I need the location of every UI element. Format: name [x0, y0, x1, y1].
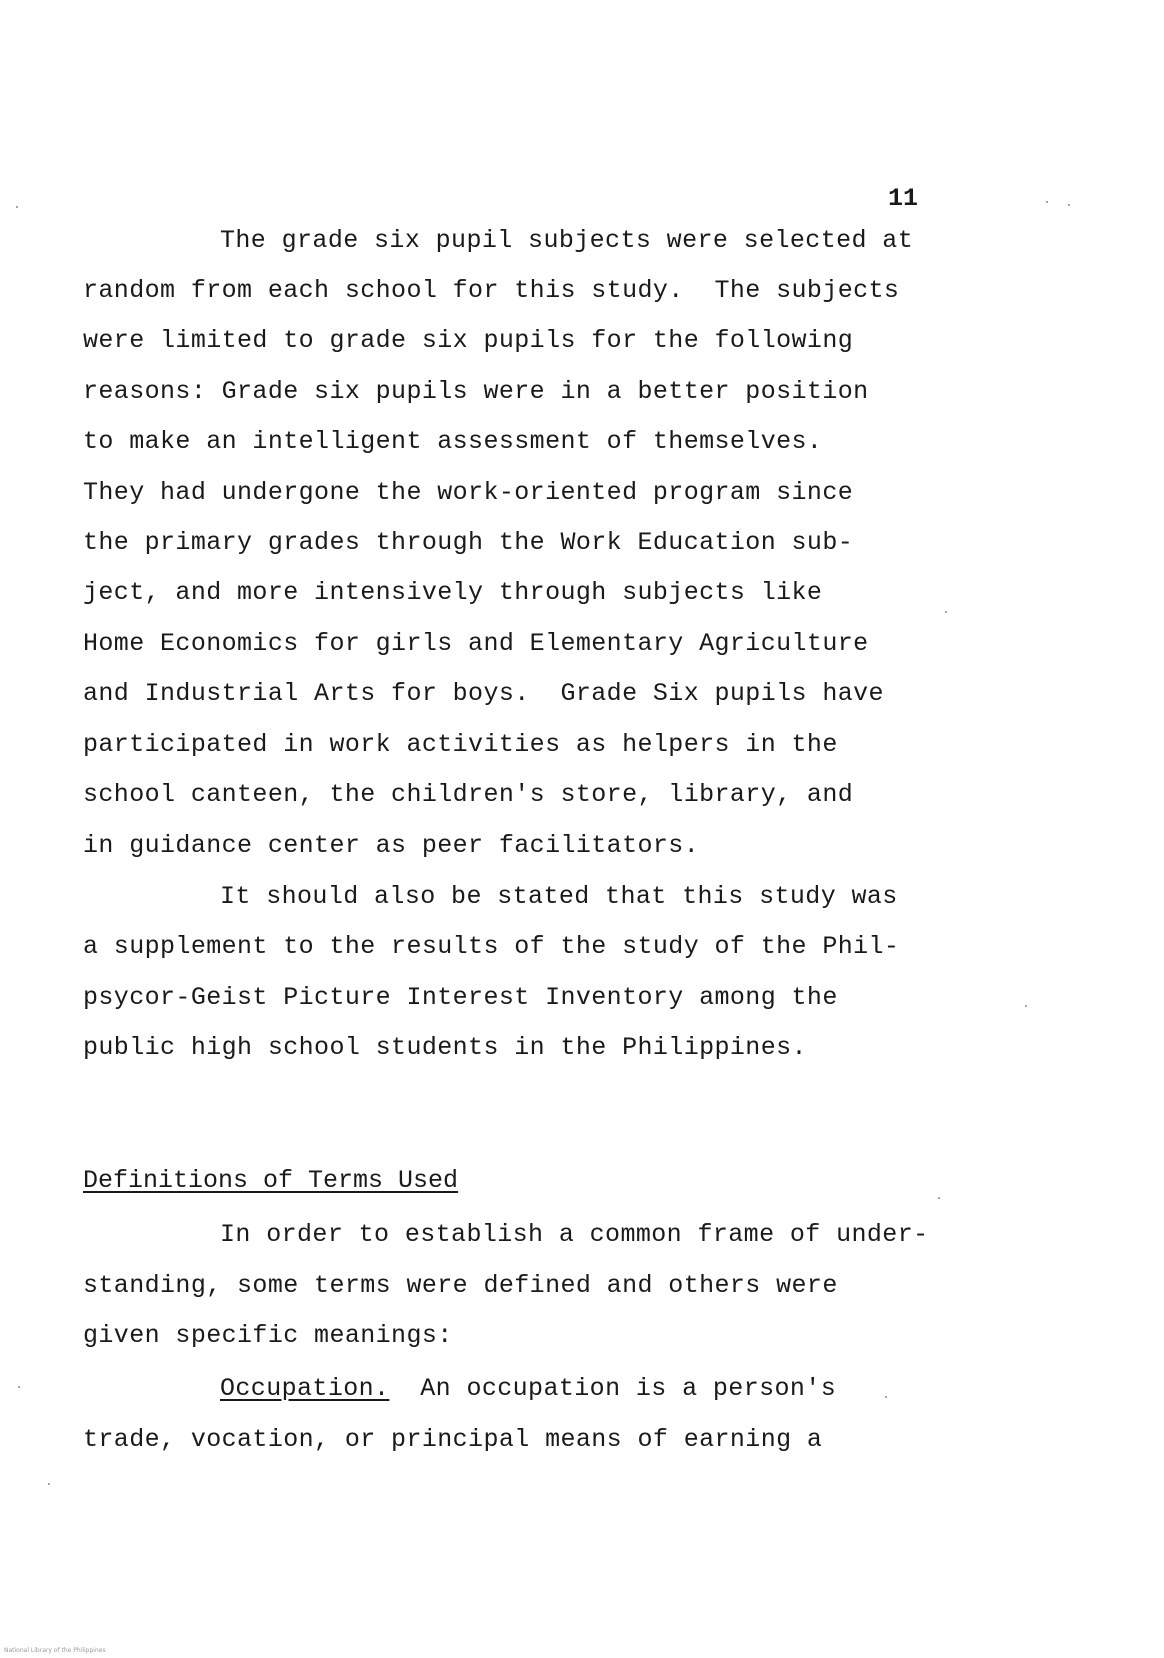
text-line: were limited to grade six pupils for the following	[83, 326, 854, 355]
scan-speck	[18, 1386, 20, 1388]
scan-footer-note: National Library of the Philippines	[4, 1647, 106, 1654]
text-line: a supplement to the results of the study of the Phil-	[83, 932, 900, 961]
definition-term: Occupation.	[220, 1374, 390, 1403]
scan-speck	[885, 1396, 887, 1398]
scan-speck	[16, 206, 18, 208]
text-line: to make an intelligent assessment of themselves.	[83, 427, 823, 456]
text-line: They had undergone the work-oriented program since	[83, 478, 854, 507]
text-line: In order to establish a common frame of under-	[220, 1220, 929, 1249]
page-number: 11	[888, 184, 919, 213]
scan-speck	[945, 611, 947, 613]
definition-text: An occupation is a person's	[389, 1374, 837, 1403]
scan-speck	[938, 1197, 940, 1199]
scan-speck	[1046, 201, 1048, 203]
scan-speck	[1068, 204, 1070, 206]
text-line: trade, vocation, or principal means of earning a	[83, 1425, 823, 1454]
text-line: Home Economics for girls and Elementary Agriculture	[83, 629, 869, 658]
text-line: school canteen, the children's store, library, and	[83, 780, 854, 809]
text-line: psycor-Geist Picture Interest Inventory among the	[83, 983, 838, 1012]
text-line: random from each school for this study. The subjects	[83, 276, 900, 305]
text-line: participated in work activities as helpers in the	[83, 730, 838, 759]
text-line: ject, and more intensively through subjects like	[83, 578, 823, 607]
scan-speck	[1025, 1005, 1027, 1007]
text-line: reasons: Grade six pupils were in a better position	[83, 377, 869, 406]
text-line: It should also be stated that this study was	[220, 882, 898, 911]
text-line: given specific meanings:	[83, 1321, 453, 1350]
text-line: and Industrial Arts for boys. Grade Six pupils have	[83, 679, 884, 708]
text-line	[220, 1374, 836, 1404]
text-line: the primary grades through the Work Education sub-	[83, 528, 854, 557]
text-line: public high school students in the Philippines.	[83, 1033, 807, 1062]
scan-speck	[48, 1483, 50, 1485]
text-line: in guidance center as peer facilitators.	[83, 831, 700, 860]
text-line: standing, some terms were defined and others were	[83, 1271, 838, 1300]
text-line: The grade six pupil subjects were selected at	[220, 226, 914, 255]
section-heading: Definitions of Terms Used	[83, 1166, 459, 1195]
